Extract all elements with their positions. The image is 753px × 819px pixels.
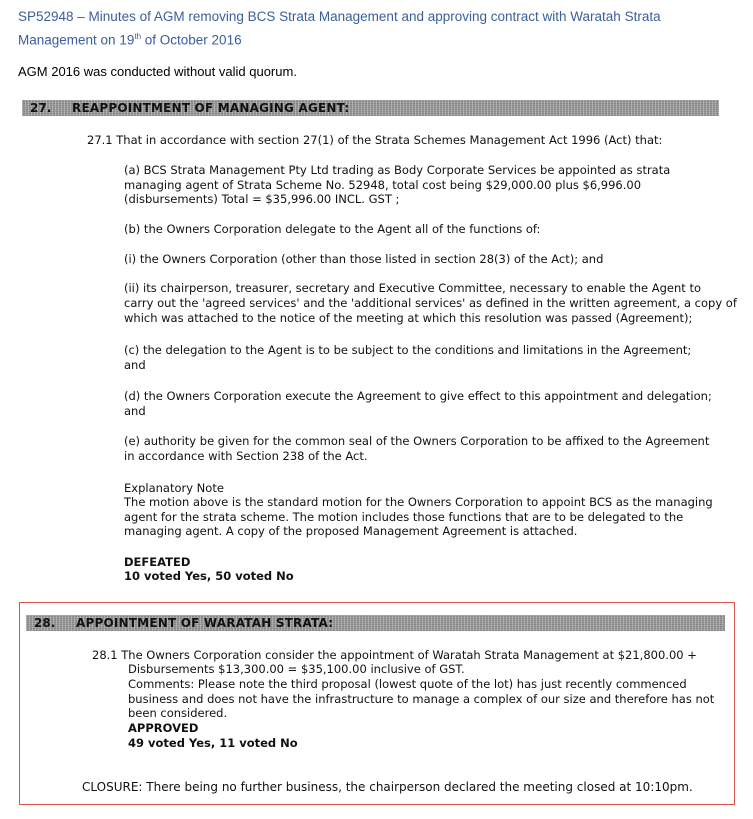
item-ii-line1: (ii) its chairperson, treasurer, secretary and Executive Committee, necessary to enable the Agent to	[124, 281, 702, 295]
item-i: (i) the Owners Corporation (other than those listed in section 28(3) of the Act); and	[124, 252, 604, 266]
item-c-line1: (c) the delegation to the Agent is to be subject to the conditions and limitations in the Agreement;	[124, 343, 692, 357]
section-28-result: APPROVED	[128, 721, 199, 735]
section-27-result: DEFEATED	[124, 555, 191, 569]
section-27-number: 27.	[30, 101, 52, 115]
explanatory-note-title: Explanatory Note	[124, 481, 224, 495]
item-ii-line3: which was attached to the notice of the meeting at which this resolution was passed (Agreement);	[124, 311, 693, 325]
section-28-line5: been considered.	[128, 706, 228, 720]
item-b: (b) the Owners Corporation delegate to the Agent all of the functions of:	[124, 222, 541, 236]
section-28-votes: 49 voted Yes, 11 voted No	[128, 736, 298, 750]
section-28-number: 28.	[34, 616, 56, 630]
item-c-line2: and	[124, 358, 146, 372]
explanatory-note-line3: managing agent. A copy of the proposed Management Agreement is attached.	[124, 524, 578, 538]
section-27-heading-bar	[22, 100, 719, 116]
page-title: SP52948 – Minutes of AGM removing BCS Strata Management and approving contract with Waratah Strata Management on 19th of October 2016	[18, 9, 661, 48]
item-ii-line2: carry out the 'agreed services' and the 'additional services' as defined in the written agreement, a copy of	[124, 296, 737, 310]
explanatory-note-line2: agent for the strata scheme. The motion includes those functions that are to be delegated to the	[124, 510, 684, 524]
section-28-line3: Comments: Please note the third proposal (lowest quote of the lot) has just recently commenced	[128, 677, 687, 691]
item-a-line2: managing agent of Strata Scheme No. 52948, total cost being $29,000.00 plus $6,996.00	[124, 178, 642, 192]
section-28-line4: business and does not have the infrastructure to manage a complex of our size and therefore has not	[128, 692, 715, 706]
item-d-line2: and	[124, 404, 146, 418]
section-27-heading: REAPPOINTMENT OF MANAGING AGENT:	[72, 101, 350, 115]
explanatory-note-line1: The motion above is the standard motion for the Owners Corporation to appoint BCS as the managing	[124, 495, 713, 509]
item-a-line3: (disbursements) Total = $35,996.00 INCL. GST ;	[124, 192, 400, 206]
section-27-intro: 27.1 That in accordance with section 27(1) of the Strata Schemes Management Act 1996 (Act) that:	[87, 133, 663, 147]
closure-statement: CLOSURE: There being no further business, the chairperson declared the meeting closed at 10:10pm.	[82, 780, 693, 794]
quorum-note: AGM 2016 was conducted without valid quorum.	[18, 64, 297, 79]
section-27-votes: 10 voted Yes, 50 voted No	[124, 569, 294, 583]
item-a-line1: (a) BCS Strata Management Pty Ltd trading as Body Corporate Services be appointed as strata	[124, 163, 671, 177]
section-28-heading: APPOINTMENT OF WARATAH STRATA:	[76, 616, 334, 630]
item-d-line1: (d) the Owners Corporation execute the Agreement to give effect to this appointment and delegation;	[124, 389, 712, 403]
item-e-line1: (e) authority be given for the common seal of the Owners Corporation to be affixed to the Agreement	[124, 434, 710, 448]
section-28-line2: Disbursements $13,300.00 = $35,100.00 inclusive of GST.	[128, 662, 465, 676]
section-28-line1: 28.1 The Owners Corporation consider the appointment of Waratah Strata Management at $21,800.00 +	[92, 648, 697, 662]
section-28-heading-bar	[26, 615, 725, 631]
item-e-line2: in accordance with Section 238 of the Act.	[124, 449, 368, 463]
